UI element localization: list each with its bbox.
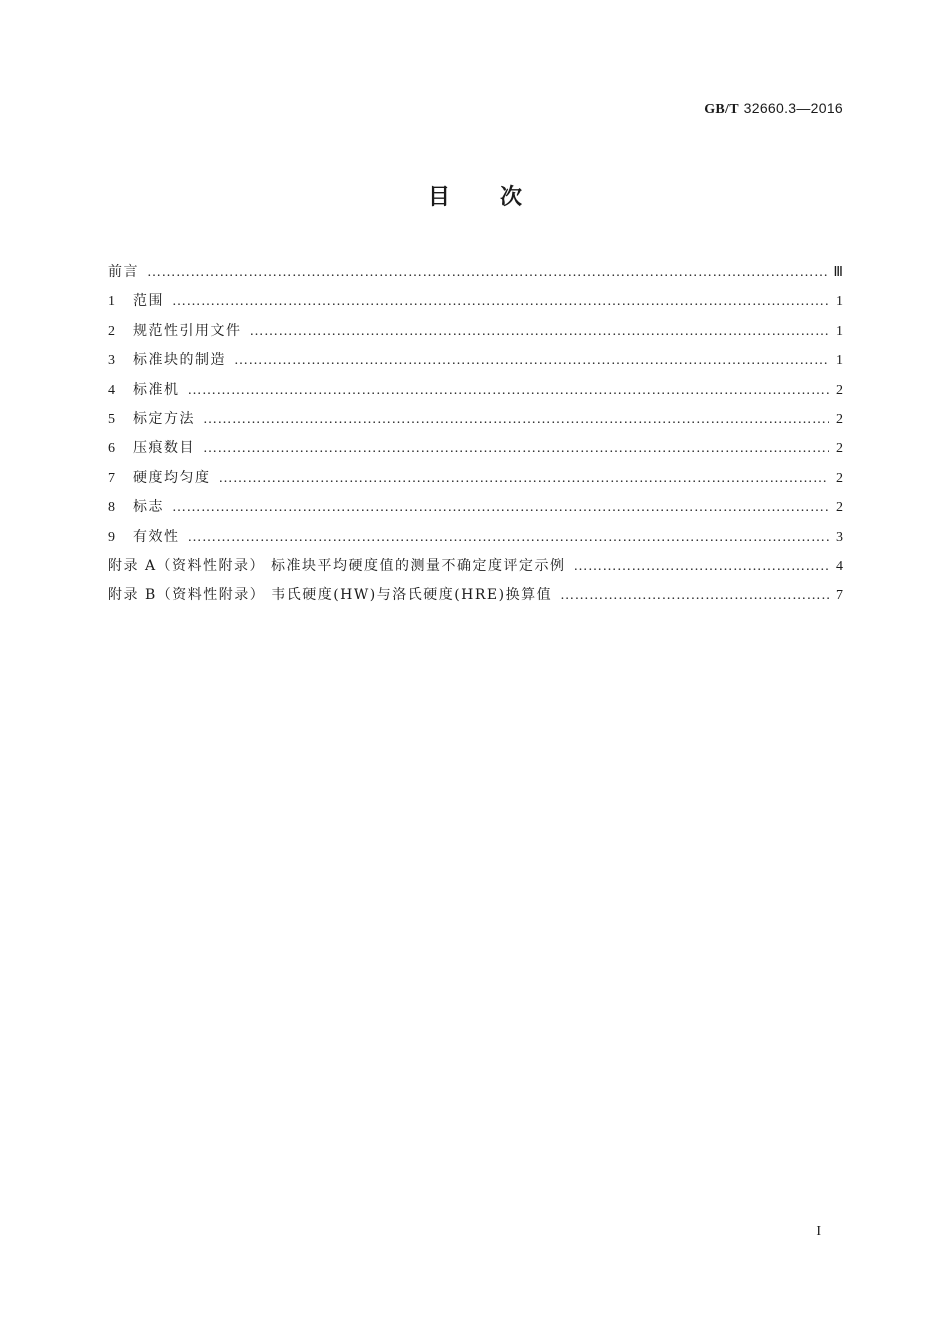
toc-leader-dots [172, 287, 829, 316]
toc-entry[interactable] [108, 434, 843, 463]
toc-entry[interactable] [108, 552, 843, 581]
toc-entry[interactable] [108, 493, 843, 522]
toc-leader-dots [203, 434, 829, 463]
table-of-contents [108, 258, 843, 611]
toc-entry-label: 附录 B（资料性附录） 韦氏硬度(HW)与洛氏硬度(HRE)换算值 [108, 587, 553, 604]
toc-entry-label: 标准机 [133, 381, 180, 398]
toc-leader-dots [203, 405, 829, 434]
toc-entry-number: 1 [108, 294, 115, 310]
toc-entry-page: 2 [836, 382, 843, 398]
toc-leader-dots [188, 523, 830, 552]
toc-leader-dots [147, 258, 827, 287]
standard-number: 32660.3—2016 [743, 100, 843, 116]
toc-leader-dots [574, 552, 829, 581]
toc-entry-page: 2 [836, 470, 843, 486]
toc-leader-dots [219, 464, 830, 493]
toc-entry[interactable] [108, 523, 843, 552]
toc-entry-number: 6 [108, 441, 115, 457]
toc-entry-page: Ⅲ [833, 265, 843, 280]
toc-entry-label: 标准块的制造 [133, 352, 226, 369]
toc-entry-page: 1 [836, 294, 843, 310]
standard-code [704, 100, 843, 118]
toc-entry-label: 压痕数目 [133, 440, 195, 457]
page-title: 目次 [427, 185, 572, 210]
page-number: I [816, 1224, 821, 1239]
toc-entry-page: 3 [836, 529, 843, 545]
toc-entry-page: 4 [836, 558, 843, 574]
toc-entry-number: 4 [108, 382, 115, 398]
toc-entry[interactable] [108, 258, 843, 287]
toc-entry-label: 范围 [133, 293, 164, 310]
toc-entry-number: 8 [108, 500, 115, 516]
toc-leader-dots [188, 376, 830, 405]
toc-entry-number: 3 [108, 353, 115, 369]
toc-entry-page: 1 [836, 323, 843, 339]
toc-leader-dots [560, 581, 829, 610]
toc-entry[interactable] [108, 346, 843, 375]
toc-entry-label: 规范性引用文件 [133, 322, 242, 339]
toc-entry[interactable] [108, 287, 843, 316]
toc-entry-label: 有效性 [133, 528, 180, 545]
toc-entry[interactable] [108, 581, 843, 610]
standard-prefix: GB/T [704, 102, 739, 117]
toc-entry[interactable] [108, 317, 843, 346]
toc-entry[interactable] [108, 405, 843, 434]
toc-entry-number: 5 [108, 411, 115, 427]
toc-entry-page: 7 [836, 588, 843, 604]
toc-entry-label: 附录 A（资料性附录） 标准块平均硬度值的测量不确定度评定示例 [108, 557, 566, 574]
toc-entry-number: 2 [108, 323, 115, 339]
toc-entry[interactable] [108, 464, 843, 493]
toc-entry-label: 标志 [133, 499, 164, 516]
toc-entry-label: 标定方法 [133, 410, 195, 427]
toc-leader-dots [234, 346, 829, 375]
toc-entry-label: 硬度均匀度 [133, 469, 211, 486]
toc-entry-number: 7 [108, 470, 115, 486]
toc-leader-dots [250, 317, 830, 346]
toc-entry-page: 1 [836, 353, 843, 369]
toc-entry-page: 2 [836, 500, 843, 516]
toc-entry-number: 9 [108, 529, 115, 545]
toc-entry-page: 2 [836, 411, 843, 427]
toc-entry-label: 前言 [108, 264, 139, 280]
toc-entry[interactable] [108, 376, 843, 405]
toc-entry-page: 2 [836, 441, 843, 457]
toc-leader-dots [172, 493, 829, 522]
